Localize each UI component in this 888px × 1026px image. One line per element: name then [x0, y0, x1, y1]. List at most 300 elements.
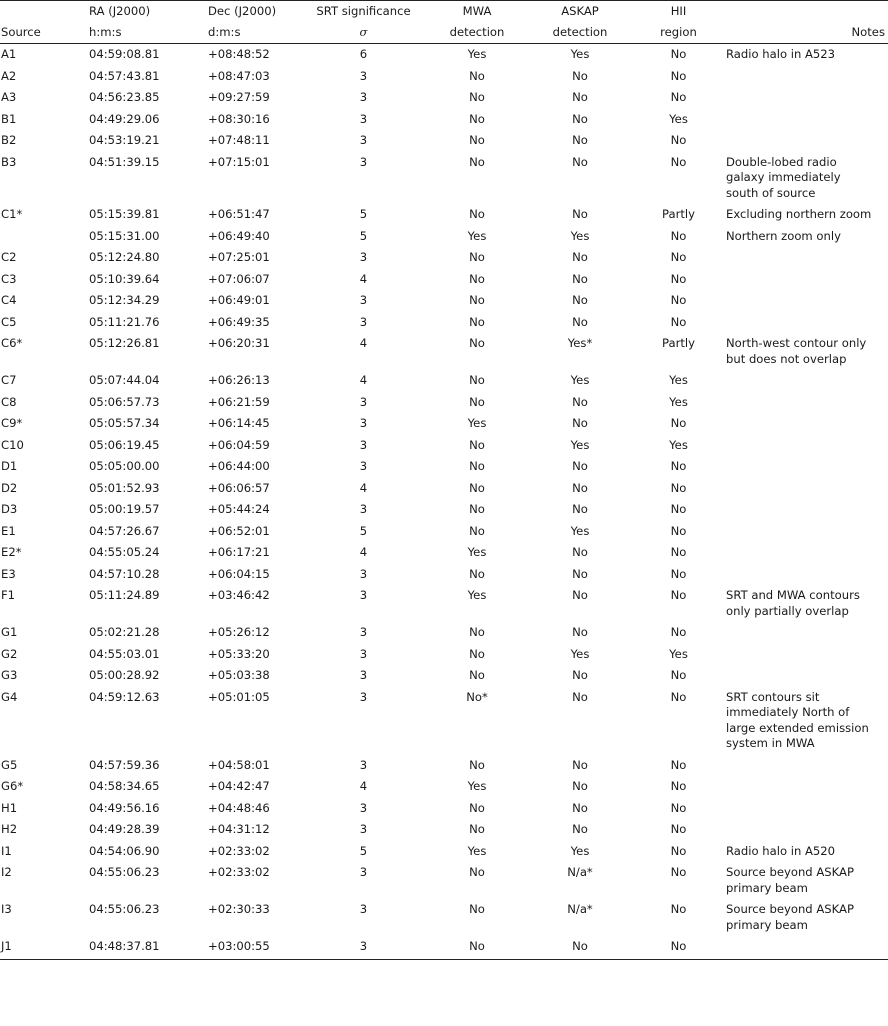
header-ra-units: h:m:s: [83, 23, 195, 44]
cell-notes: [726, 44, 888, 66]
cell-askap: No: [572, 133, 588, 147]
cell-source: H1: [1, 800, 18, 815]
header-notes-top: [726, 1, 888, 23]
cell-notes: [726, 333, 888, 370]
cell-askap: No: [572, 689, 588, 704]
cell-dec: +06:26:13: [208, 373, 270, 387]
cell-ra: 05:12:26.81: [89, 336, 160, 350]
table-header: [0, 1, 888, 44]
table-row: [0, 776, 888, 798]
cell-notes: [726, 66, 888, 88]
note-line: but does not overlap: [726, 351, 847, 366]
cell-dec: +03:00:55: [195, 936, 302, 959]
cell-ra: 05:01:52.93: [89, 480, 160, 495]
cell-dec: +07:48:11: [208, 133, 270, 147]
cell-hii: Yes: [669, 394, 688, 409]
cell-source: G5: [1, 757, 18, 772]
cell-dec: +06:51:47: [208, 207, 270, 221]
header-source-top: [0, 1, 83, 23]
cell-dec: +06:21:59: [208, 394, 270, 409]
cell-askap: Yes: [570, 646, 590, 661]
cell-mwa: No: [469, 566, 485, 581]
cell-notes: [726, 687, 888, 755]
cell-source: J1: [0, 936, 83, 959]
cell-hii: No: [670, 502, 687, 516]
cell-askap: No: [572, 588, 588, 602]
table-row: [0, 312, 888, 334]
cell-significance: 3: [359, 822, 368, 836]
cell-askap: No: [572, 625, 588, 639]
cell-ra: 04:59:12.63: [89, 689, 160, 704]
cell-notes: [726, 521, 888, 543]
table-row: [0, 521, 888, 543]
cell-dec: +04:58:01: [208, 757, 270, 772]
cell-ra: 05:15:39.81: [89, 207, 160, 221]
cell-ra: 05:05:00.00: [89, 459, 160, 473]
note-line: Northern zoom only: [726, 228, 841, 243]
cell-dec: +06:20:31: [208, 336, 270, 350]
cell-ra: 04:53:19.21: [89, 133, 160, 147]
cell-source: I3: [1, 902, 12, 916]
cell-askap: No: [572, 250, 588, 264]
cell-dec: +06:49:35: [208, 314, 270, 329]
cell-askap: No: [572, 416, 588, 430]
cell-source: B3: [1, 154, 17, 169]
cell-significance: 3: [359, 865, 368, 879]
note-line: Source beyond ASKAP: [726, 865, 854, 879]
cell-significance: 3: [359, 250, 368, 264]
cell-askap: No: [572, 800, 588, 815]
cell-source: A1: [1, 47, 17, 61]
cell-significance: 3: [302, 936, 425, 959]
cell-mwa: No: [469, 480, 485, 495]
cell-dec: +08:30:16: [208, 111, 270, 126]
table-row: [0, 499, 888, 521]
cell-askap: No: [572, 822, 588, 836]
cell-ra: 05:06:19.45: [89, 437, 160, 452]
cell-hii: No: [670, 68, 687, 83]
table-row: [0, 370, 888, 392]
cell-askap: No: [572, 566, 588, 581]
cell-ra: 04:55:06.23: [89, 865, 160, 879]
cell-ra: 05:00:19.57: [89, 502, 160, 516]
cell-significance: 3: [359, 902, 368, 916]
cell-ra: 04:57:59.36: [89, 757, 160, 772]
cell-mwa: No: [469, 68, 485, 83]
table-row: [0, 87, 888, 109]
table-row: [0, 130, 888, 152]
cell-hii: No: [670, 293, 687, 307]
cell-ra: 04:58:34.65: [89, 779, 160, 793]
cell-source: I2: [1, 865, 12, 879]
cell-dec: +08:48:52: [208, 47, 270, 61]
cell-ra: 05:05:57.34: [89, 416, 160, 430]
cell-hii: No: [670, 668, 687, 682]
cell-dec: +06:04:15: [208, 566, 270, 581]
table-row: [0, 392, 888, 414]
table-row: [0, 478, 888, 500]
cell-askap: Yes: [570, 523, 590, 538]
cell-dec: +04:42:47: [208, 779, 270, 793]
table-row: [0, 290, 888, 312]
cell-mwa: No: [469, 800, 485, 815]
cell-source: D1: [1, 459, 18, 473]
table-row: [0, 936, 888, 959]
cell-ra: 04:57:10.28: [89, 566, 160, 581]
cell-mwa: No: [425, 936, 529, 959]
table-row: [0, 622, 888, 644]
cell-mwa: Yes: [467, 588, 487, 602]
cell-ra: 04:56:23.85: [89, 90, 160, 104]
cell-ra: 05:11:24.89: [89, 588, 160, 602]
cell-hii: No: [670, 588, 687, 602]
cell-source: E1: [1, 523, 16, 538]
table-row: [0, 152, 888, 205]
cell-significance: 3: [359, 111, 368, 126]
cell-ra: 04:55:03.01: [89, 646, 160, 661]
table-row: [0, 899, 888, 936]
table-row: [0, 333, 888, 370]
table-row: [0, 44, 888, 66]
cell-dec: +04:48:46: [208, 800, 270, 815]
cell-askap: No: [572, 757, 588, 772]
cell-source: E3: [1, 566, 16, 581]
cell-ra: 04:51:39.15: [89, 154, 160, 169]
cell-source: C6*: [1, 336, 23, 350]
header-askap-detection: detection: [529, 23, 631, 44]
cell-notes: [726, 478, 888, 500]
cell-mwa: No: [469, 437, 485, 452]
cell-askap: No: [572, 459, 588, 473]
cell-hii: No: [670, 47, 687, 61]
cell-dec: +02:33:02: [208, 865, 270, 879]
cell-notes: [726, 819, 888, 841]
cell-source: B1: [1, 111, 17, 126]
cell-source: G2: [1, 646, 18, 661]
cell-mwa: No: [469, 314, 485, 329]
cell-hii: No: [670, 154, 687, 169]
cell-ra: 05:00:28.92: [89, 668, 160, 682]
cell-source: C3: [1, 271, 17, 286]
cell-notes: [726, 456, 888, 478]
table-row: [0, 687, 888, 755]
cell-notes: [726, 622, 888, 644]
cell-dec: +02:30:33: [208, 902, 270, 916]
cell-dec: +09:27:59: [208, 90, 270, 104]
cell-mwa: No: [469, 822, 485, 836]
cell-significance: 3: [359, 625, 368, 639]
header-dec: Dec (J2000): [195, 1, 302, 23]
table-row: [0, 66, 888, 88]
cell-source: C7: [1, 373, 17, 387]
cell-ra: 04:49:28.39: [89, 822, 160, 836]
cell-dec: +05:44:24: [208, 502, 270, 516]
cell-dec: +03:46:42: [208, 588, 270, 602]
cell-mwa: Yes: [467, 47, 487, 61]
cell-notes: [726, 841, 888, 863]
cell-significance: 3: [359, 668, 368, 682]
table-row: [0, 841, 888, 863]
cell-hii: No: [670, 133, 687, 147]
cell-significance: 4: [359, 480, 368, 495]
note-line: Radio halo in A523: [726, 47, 836, 61]
cell-hii: No: [670, 625, 687, 639]
cell-notes: [726, 226, 888, 248]
note-line: Excluding northern zoom: [726, 207, 872, 221]
cell-mwa: No: [469, 336, 485, 350]
cell-mwa: No: [469, 90, 485, 104]
cell-hii: Yes: [669, 646, 688, 661]
table-row: [0, 247, 888, 269]
table-row: [0, 542, 888, 564]
cell-notes: [726, 862, 888, 899]
cell-mwa: No: [469, 373, 485, 387]
cell-significance: 3: [359, 588, 368, 602]
cell-mwa: Yes: [467, 545, 487, 559]
note-line: large extended emission: [726, 720, 869, 735]
note-line: primary beam: [726, 880, 808, 895]
cell-dec: +07:15:01: [208, 154, 270, 169]
cell-mwa: No: [469, 757, 485, 772]
cell-significance: 6: [359, 47, 368, 61]
cell-ra: 04:55:05.24: [89, 545, 160, 559]
cell-source: B2: [1, 133, 17, 147]
cell-significance: 3: [359, 757, 368, 772]
cell-hii: No: [670, 865, 687, 879]
cell-notes: [726, 152, 888, 205]
cell-dec: +06:44:00: [208, 459, 270, 473]
cell-notes: [726, 413, 888, 435]
table-row: [0, 226, 888, 248]
cell-mwa: Yes: [467, 779, 487, 793]
cell-notes: [726, 204, 888, 226]
cell-askap: Yes: [570, 228, 590, 243]
cell-notes: [726, 435, 888, 457]
cell-source: C5: [1, 314, 17, 329]
cell-askap: No: [572, 293, 588, 307]
cell-notes: [726, 798, 888, 820]
cell-source: G3: [1, 668, 18, 682]
cell-ra: 05:10:39.64: [89, 271, 160, 286]
cell-hii: Partly: [662, 207, 695, 221]
header-sigma: σ: [302, 23, 425, 44]
cell-mwa: No: [469, 502, 485, 516]
cell-askap: No: [572, 502, 588, 516]
header-dec-units: d:m:s: [195, 23, 302, 44]
cell-dec: +05:01:05: [208, 689, 270, 704]
cell-hii: No: [670, 523, 687, 538]
cell-askap: N/a*: [567, 902, 593, 916]
table-row: [0, 413, 888, 435]
cell-significance: 3: [359, 689, 368, 704]
cell-ra: 05:12:24.80: [89, 250, 160, 264]
cell-askap: No: [529, 936, 631, 959]
cell-source: F1: [1, 588, 16, 602]
cell-dec: +08:47:03: [208, 68, 270, 83]
cell-askap: No: [572, 779, 588, 793]
table-row: [0, 644, 888, 666]
cell-significance: 3: [359, 800, 368, 815]
cell-notes: [726, 130, 888, 152]
cell-dec: +06:04:59: [208, 437, 270, 452]
note-line: immediately North of: [726, 705, 850, 719]
cell-dec: +06:17:21: [208, 545, 270, 559]
cell-askap: No: [572, 90, 588, 104]
table-row: [0, 755, 888, 777]
cell-hii: No: [670, 416, 687, 430]
cell-ra: 04:54:06.90: [89, 843, 160, 858]
cell-ra: 05:06:57.73: [89, 394, 160, 409]
cell-hii: Yes: [669, 373, 688, 387]
cell-hii: No: [670, 314, 687, 329]
cell-askap: No: [572, 111, 588, 126]
cell-notes: [726, 269, 888, 291]
cell-dec: +07:06:07: [208, 271, 270, 286]
cell-significance: 3: [359, 68, 368, 83]
cell-significance: 3: [359, 314, 368, 329]
cell-notes: [726, 247, 888, 269]
cell-ra: 05:07:44.04: [89, 373, 160, 387]
cell-notes: [726, 755, 888, 777]
header-ra: RA (J2000): [83, 1, 195, 23]
cell-mwa: No: [469, 250, 485, 264]
cell-notes: [726, 109, 888, 131]
cell-hii: No: [631, 936, 726, 959]
header-row-2: [0, 23, 888, 44]
cell-hii: Partly: [662, 336, 695, 350]
cell-ra: 04:49:56.16: [89, 800, 160, 815]
cell-askap: Yes: [570, 843, 590, 858]
cell-notes: [726, 936, 888, 959]
cell-mwa: Yes: [467, 416, 487, 430]
cell-notes: [726, 585, 888, 622]
cell-mwa: No: [469, 459, 485, 473]
cell-mwa: No: [469, 865, 485, 879]
cell-source: A2: [1, 68, 17, 83]
cell-notes: [726, 392, 888, 414]
cell-askap: No: [572, 207, 588, 221]
cell-dec: +07:25:01: [208, 250, 270, 264]
cell-dec: +04:31:12: [208, 822, 270, 836]
cell-hii: No: [670, 459, 687, 473]
cell-mwa: Yes: [467, 228, 487, 243]
cell-mwa: No: [469, 902, 485, 916]
cell-significance: 4: [359, 336, 368, 350]
cell-notes: [726, 312, 888, 334]
cell-notes: [726, 542, 888, 564]
cell-askap: Yes: [570, 373, 590, 387]
cell-significance: 3: [359, 154, 368, 169]
cell-significance: 3: [359, 459, 368, 473]
cell-significance: 5: [359, 523, 368, 538]
cell-hii: No: [670, 228, 687, 243]
cell-hii: No: [670, 800, 687, 815]
cell-hii: No: [670, 271, 687, 286]
cell-source: C9*: [1, 416, 23, 430]
cell-dec: +06:52:01: [208, 523, 270, 538]
note-line: Source beyond ASKAP: [726, 902, 854, 916]
note-line: primary beam: [726, 917, 808, 932]
table-row: [0, 204, 888, 226]
cell-hii: No: [670, 689, 687, 704]
note-line: North-west contour only: [726, 336, 867, 350]
cell-source: C1*: [1, 207, 23, 221]
cell-ra: 05:11:21.76: [89, 314, 160, 329]
cell-source: C2: [1, 250, 17, 264]
cell-ra: 04:57:43.81: [89, 68, 160, 83]
cell-notes: [726, 899, 888, 936]
table-row: [0, 435, 888, 457]
note-line: SRT contours sit: [726, 689, 820, 704]
header-askap: ASKAP: [529, 1, 631, 23]
cell-dec: +05:03:38: [208, 668, 270, 682]
cell-mwa: Yes: [467, 843, 487, 858]
cell-askap: No: [572, 314, 588, 329]
cell-source: C4: [1, 293, 17, 307]
cell-source: G4: [1, 689, 18, 704]
cell-mwa: No: [469, 133, 485, 147]
cell-source: G6*: [1, 779, 24, 793]
cell-source: D3: [1, 502, 18, 516]
cell-askap: No: [572, 668, 588, 682]
cell-significance: 3: [359, 566, 368, 581]
cell-source: I1: [1, 843, 12, 858]
cell-significance: 4: [359, 545, 368, 559]
cell-mwa: No: [469, 207, 485, 221]
cell-dec: +06:49:01: [208, 293, 270, 307]
table-row: [0, 665, 888, 687]
cell-notes: [726, 564, 888, 586]
cell-hii: No: [670, 480, 687, 495]
cell-notes: [726, 644, 888, 666]
cell-mwa: No: [469, 668, 485, 682]
cell-askap: No: [572, 271, 588, 286]
cell-significance: 3: [359, 293, 368, 307]
cell-dec: +06:49:40: [208, 228, 270, 243]
cell-significance: 4: [359, 779, 368, 793]
cell-hii: No: [670, 779, 687, 793]
cell-source: E2*: [1, 545, 22, 559]
cell-significance: 3: [359, 394, 368, 409]
cell-source: G1: [1, 625, 18, 639]
note-line: SRT and MWA contours: [726, 588, 860, 602]
cell-significance: 3: [359, 646, 368, 661]
header-srt-significance: SRT significance: [302, 1, 425, 23]
header-hii: HII: [631, 1, 726, 23]
cell-notes: [726, 370, 888, 392]
cell-hii: No: [670, 250, 687, 264]
cell-askap: Yes*: [567, 336, 593, 350]
header-hii-region: region: [631, 23, 726, 44]
table-row: [0, 798, 888, 820]
header-source: Source: [0, 23, 83, 44]
cell-significance: 5: [359, 228, 368, 243]
table-row: [0, 456, 888, 478]
cell-hii: No: [670, 90, 687, 104]
table-row: [0, 269, 888, 291]
cell-source: A3: [1, 90, 17, 104]
header-row-1: [0, 1, 888, 23]
note-line: south of source: [726, 185, 816, 200]
cell-ra: 05:12:34.29: [89, 293, 160, 307]
cell-hii: No: [670, 822, 687, 836]
cell-hii: No: [670, 843, 687, 858]
cell-dec: +02:33:02: [208, 843, 270, 858]
cell-dec: +05:33:20: [208, 646, 270, 661]
cell-source: [0, 226, 83, 248]
table-body: [0, 44, 888, 960]
cell-notes: [726, 87, 888, 109]
